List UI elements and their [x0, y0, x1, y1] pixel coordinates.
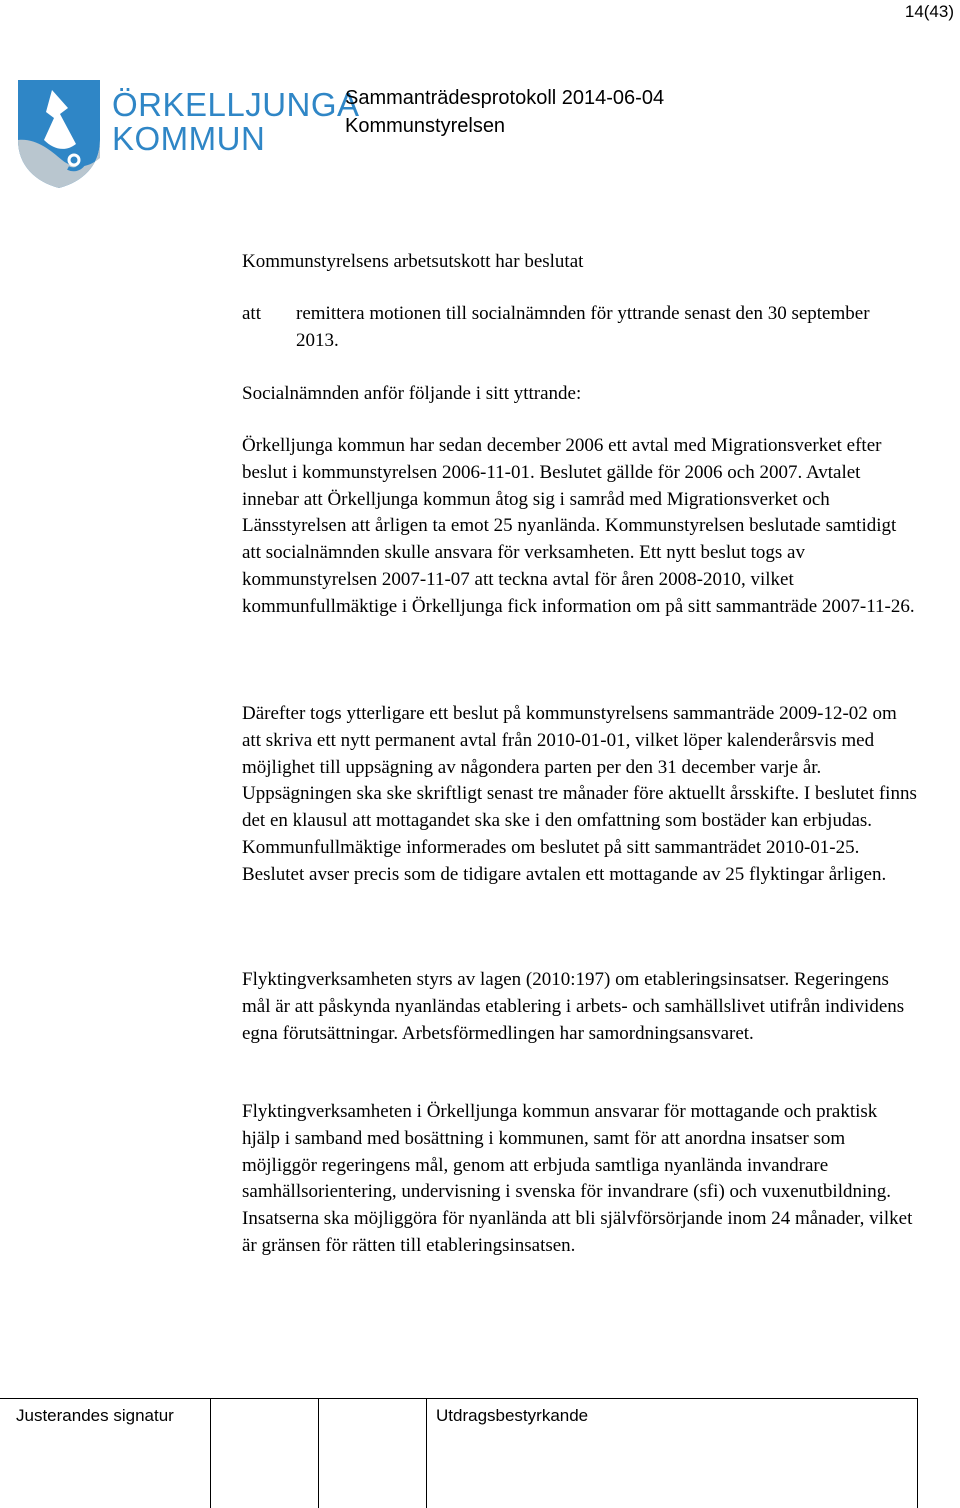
extract-certification-label: Utdragsbestyrkande — [436, 1406, 589, 1425]
signature-box — [426, 1398, 427, 1508]
signature-label: Justerandes signatur — [16, 1406, 174, 1425]
protocol-title: Sammanträdesprotokoll 2014-06-04 — [345, 87, 665, 109]
signature-box — [210, 1398, 211, 1508]
decision-text: remittera motionen till socialnämnden för yttrande senast den 30 september 2013. — [296, 303, 870, 351]
logo-line-2: KOMMUN — [112, 120, 266, 157]
municipal-coat-of-arms-icon — [16, 78, 102, 190]
body-paragraph: Örkelljunga kommun har sedan december 2006 ett avtal med Migrationsverket efter beslut i kommunstyrelsen 2006-11-01. Beslutet gällde för 2006 och 2007. Avtalet innebar att Örkelljunga kommun åtog sig i samråd med Migrationsverket och Länsstyrelsen att årligen ta emot 25 nyanlända. Kommunstyrelsen beslutade samtidigt att socialnämnden skulle ansvara för verksamheten. Ett nytt beslut togs av kommunstyrelsen 2007-11-07 att teckna avtal för åren 2008-2010, vilket kommunfullmäktige i Örkelljunga fick information om på sitt sammanträde 2007-11-26. — [242, 435, 915, 617]
page-number: 14(43) — [904, 2, 954, 21]
document-header — [345, 84, 664, 140]
decision-heading: Kommunstyrelsens arbetsutskott har beslutat — [242, 251, 584, 272]
body-name: Kommunstyrelsen — [345, 115, 506, 137]
extract-box-edge — [917, 1398, 918, 1508]
decision-label: att — [242, 303, 261, 324]
logo-wordmark — [112, 88, 360, 156]
body-paragraph: Flyktingverksamheten i Örkelljunga kommun ansvarar för mottagande och praktisk hjälp i samband med bosättning i kommunen, samt för att anordna insatser som möjliggör regeringens mål, genom att erbjuda samtliga nyanlända invandrare samhällsorientering, undervisning i svenska för invandrare (sfi) och vuxenutbildning. Insatserna ska möjliggöra för nyanlända att bli självförsörjande inom 24 månader, vilket är gränsen för rätten till etableringsinsatsen. — [242, 1101, 913, 1256]
signature-box — [318, 1398, 319, 1508]
body-paragraph: Därefter togs ytterligare ett beslut på kommunstyrelsens sammanträde 2009-12-02 om att skriva ett nytt permanent avtal från 2010-01-01, vilket löper kalenderårsvis med möjlighet till uppsägning av någondera parten per den 31 december varje år. Uppsägningen ska ske skriftligt senast tre månader före aktuellt årsskifte. I beslutet finns det en klausul att mottagandet ska ske i den omfattning som bostäder kan erbjudas. Kommunfullmäktige informerades om beslutet på sitt sammanträdet 2010-01-25. Beslutet avser precis som de tidigare avtalen ett mottagande av 25 flyktingar årligen. — [242, 703, 917, 885]
statement-intro: Socialnämnden anför följande i sitt yttrande: — [242, 383, 582, 404]
logo-line-1: ÖRKELLJUNGA — [112, 86, 360, 123]
municipality-logo — [16, 78, 360, 190]
signature-footer — [0, 1398, 960, 1508]
footer-divider — [0, 1398, 918, 1399]
body-paragraph: Flyktingverksamheten styrs av lagen (2010:197) om etableringsinsatser. Regeringens mål är att påskynda nyanländas etablering i arbets- och samhällslivet utifrån individens egna förutsättningar. Arbetsförmedlingen har samordningsansvaret. — [242, 969, 905, 1044]
